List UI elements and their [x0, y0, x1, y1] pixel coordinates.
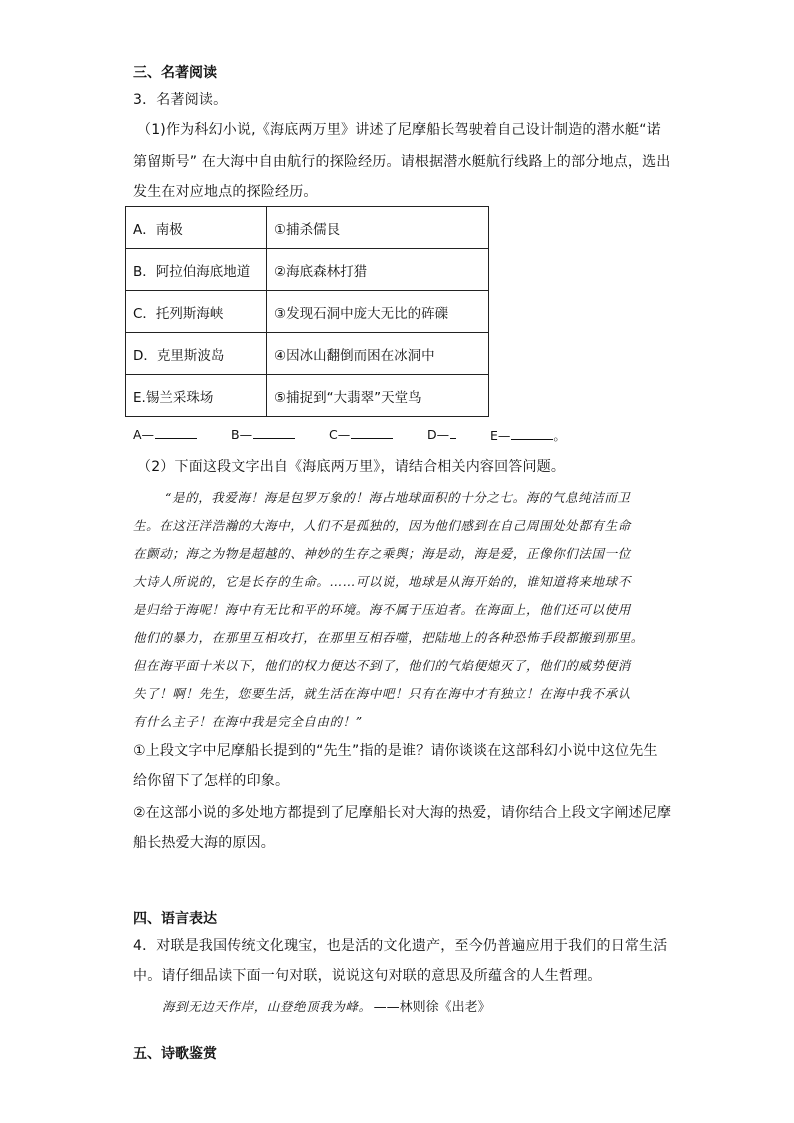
answer-e-blank[interactable]	[511, 427, 553, 440]
part2-intro: （2）下面这段文字出自《海底两万里》，请结合相关内容回答问题。	[137, 459, 566, 475]
section-5-heading: 五、诗歌鉴赏	[133, 1046, 217, 1062]
event-cell: ②海底森林打猎	[267, 249, 489, 291]
event-cell: ⑤捕捉到“大翡翠”天堂鸟	[267, 375, 489, 417]
answer-d-blank[interactable]	[450, 426, 456, 439]
couplet-source: ——林则徐《出老》	[373, 1000, 491, 1015]
answer-d	[427, 426, 456, 442]
part1-line2: 第留斯号” 在大海中自由航行的探险经历。请根据潜水艇航行线路上的部分地点，选出	[133, 154, 671, 170]
quote-line-3: 在颤动；海之为物是超越的、神妙的生存之乘舆；海是动，海是爱，正像你们法国一位	[133, 546, 631, 561]
answer-c	[329, 426, 393, 442]
quote-line-6: 他们的暴力，在那里互相攻打，在那里互相吞噬，把陆地上的各种恐怖手段都搬到那里。	[133, 630, 644, 645]
table-row	[126, 333, 489, 375]
part2-q1-line2: 给你留下了怎样的印象。	[133, 773, 290, 789]
part2-q2-line2: 船长热爱大海的原因。	[133, 835, 275, 851]
place-cell: A．南极	[126, 207, 267, 249]
couplet-text: 海到无边天作岸，山登绝顶我为峰。	[162, 999, 372, 1014]
event-cell: ③发现石洞中庞大无比的砗磲	[267, 291, 489, 333]
part1-line3: 发生在对应地点的探险经历。	[133, 184, 318, 200]
part2-q2-line1: ②在这部小说的多处地方都提到了尼摩船长对大海的热爱，请你结合上段文字阐述尼摩	[133, 805, 672, 821]
answer-e-label: E—	[490, 428, 511, 443]
answer-a-label: A—	[133, 427, 155, 442]
table-row	[126, 249, 489, 291]
answer-end-mark: 。	[553, 428, 566, 443]
answer-d-label: D—	[427, 427, 450, 442]
section-4-heading: 四、语言表达	[133, 911, 217, 927]
place-cell: B．阿拉伯海底地道	[126, 249, 267, 291]
place-cell: E.锡兰采珠场	[126, 375, 267, 417]
answer-a	[133, 426, 197, 442]
place-cell: C．托列斯海峡	[126, 291, 267, 333]
answer-c-blank[interactable]	[351, 426, 393, 439]
answer-b-label: B—	[231, 427, 253, 442]
answer-b	[231, 426, 295, 442]
quote-line-2: 生。在这汪洋浩瀚的大海中，人们不是孤独的，因为他们感到在自己周围处处都有生命	[133, 518, 631, 533]
question-3-title: 3．名著阅读。	[133, 92, 228, 108]
question-4-line1: 4．对联是我国传统文化瑰宝，也是活的文化遗产，至今仍普遍应用于我们的日常生活	[133, 938, 668, 954]
event-cell: ①捕杀儒艮	[267, 207, 489, 249]
quote-line-7: 但在海平面十米以下，他们的权力便达不到了，他们的气焰便熄灭了，他们的威势便消	[133, 658, 631, 673]
quote-line-8: 失了！啊！先生，您要生活，就生活在海中吧！只有在海中才有独立！在海中我不承认	[133, 686, 631, 701]
answer-b-blank[interactable]	[253, 426, 295, 439]
answer-a-blank[interactable]	[155, 426, 197, 439]
table-row	[126, 291, 489, 333]
question-4-line2: 中。请仔细品读下面一句对联，说说这句对联的意思及所蕴含的人生哲理。	[133, 968, 602, 984]
place-cell: D．克里斯波岛	[126, 333, 267, 375]
couplet	[162, 996, 491, 1015]
event-cell: ④因冰山翻倒而困在冰洞中	[267, 333, 489, 375]
matching-table	[125, 206, 489, 417]
table-row	[126, 207, 489, 249]
quote-line-4: 大诗人所说的，它是长存的生命。……可以说，地球是从海开始的，谁知道将来地球不	[133, 574, 631, 589]
quote-line-9: 有什么主子！在海中我是完全自由的！”	[133, 714, 363, 729]
quote-line-1: “是的，我爱海！海是包罗万象的！海占地球面积的十分之七。海的气息纯洁而卫	[165, 490, 631, 505]
part1-line1: （1)作为科幻小说,《海底两万里》讲述了尼摩船长驾驶着自己设计制造的潜水艇“诺	[137, 122, 661, 138]
answer-e	[490, 426, 566, 444]
table-row	[126, 375, 489, 417]
section-3-heading: 三、名著阅读	[133, 65, 217, 81]
answer-c-label: C—	[329, 427, 351, 442]
part2-q1-line1: ①上段文字中尼摩船长提到的“先生”指的是谁？请你谈谈在这部科幻小说中这位先生	[133, 743, 658, 759]
quote-line-5: 是归给于海呢！海中有无比和平的环境。海不属于压迫者。在海面上，他们还可以使用	[133, 602, 631, 617]
